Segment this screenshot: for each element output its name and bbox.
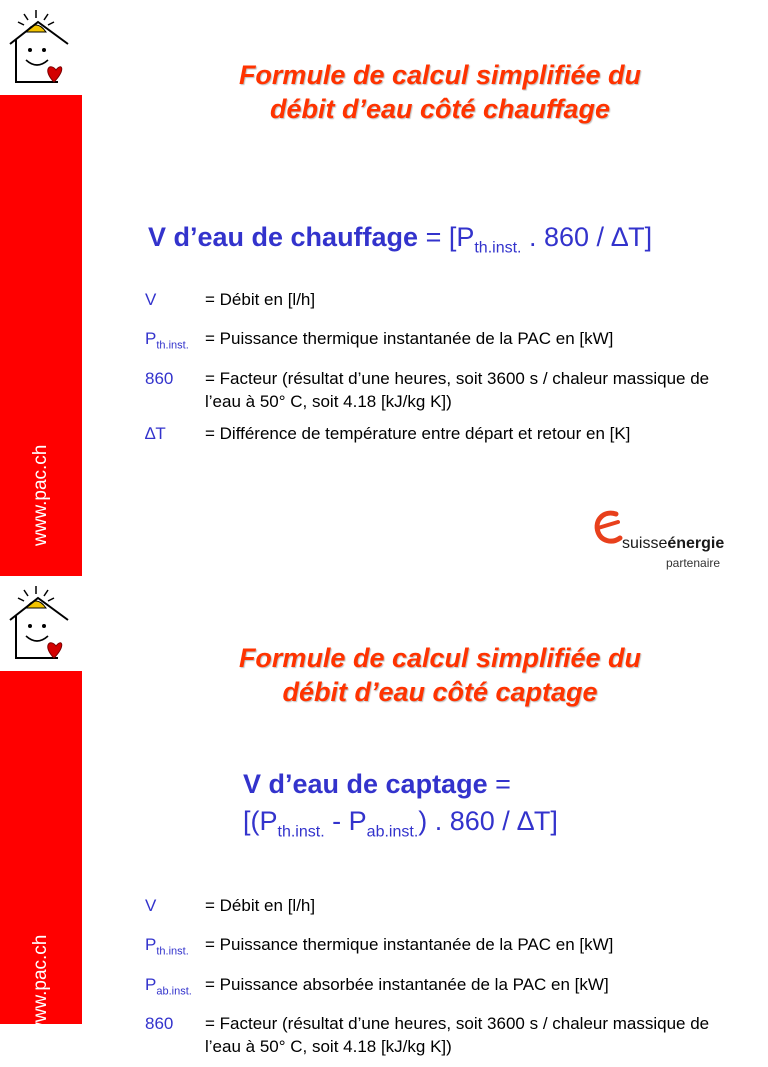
definition-row (145, 327, 745, 357)
def-text: = Débit en [l/h] (205, 896, 316, 915)
formula-captage-line-2 (243, 806, 558, 841)
logo-brand-a: suisse (622, 535, 668, 552)
slide-title (150, 58, 730, 126)
def-text: = Puissance absorbée instantanée de la PAC en [kW] (205, 974, 609, 994)
definition-row (145, 288, 745, 318)
definition-row (145, 933, 745, 963)
def-symbol: V (145, 896, 157, 915)
formula-rest: ) . 860 / ∆T] (418, 806, 558, 836)
def-symbol: P (145, 935, 157, 955)
website-url: www.pac.ch (30, 444, 51, 546)
logo-brand-b: énergie (667, 535, 725, 552)
def-symbol: 860 (145, 1014, 174, 1034)
def-symbol-sub: ab.inst. (156, 985, 192, 998)
definition-row (145, 422, 745, 452)
def-text: = Différence de température entre départ et retour en [K] (205, 423, 631, 443)
title-line-1: Formule de calcul simplifiée du (238, 643, 642, 673)
definitions-list (145, 288, 745, 461)
logo-sub: partenaire (666, 556, 721, 570)
def-symbol: P (145, 329, 157, 349)
formula-mid: - P (324, 806, 367, 836)
pac-house-logo-icon (6, 584, 76, 664)
formula-captage-line-1 (243, 769, 511, 800)
formula-p1: [(P (243, 806, 278, 836)
formula-chauffage (148, 222, 652, 257)
def-symbol-sub: th.inst. (156, 339, 189, 352)
slide-captage (0, 576, 768, 1057)
formula-rest: . 860 / ∆T] (521, 222, 653, 252)
def-text: = Débit en [l/h] (205, 290, 316, 309)
definition-row (145, 1012, 745, 1058)
def-text: = Facteur (résultat d’une heures, soit 3600 s / chaleur massique de l’eau à 50° C, soit 4.18 [kJ/kg K]) (205, 368, 710, 411)
def-symbol: 860 (145, 368, 174, 388)
def-text: = Facteur (résultat d’une heures, soit 3600 s / chaleur massique de l’eau à 50° C, soit 4.18 [kJ/kg K]) (205, 1014, 710, 1057)
suisse-energie-e-icon (592, 508, 624, 548)
website-url: www.pac.ch (30, 934, 51, 1036)
title-line-2: débit d’eau côté captage (282, 677, 598, 707)
def-symbol: P (145, 974, 157, 994)
suisse-energie-logo (590, 508, 740, 568)
formula-sub-ab: ab.inst. (366, 823, 419, 841)
slide-title (150, 641, 730, 709)
title-line-2: débit d’eau côté chauffage (269, 94, 611, 124)
definition-row (145, 367, 745, 413)
def-symbol: ∆T (145, 423, 166, 443)
def-text: = Puissance thermique instantanée de la PAC en [kW] (205, 329, 614, 349)
formula-lhs: V d’eau de chauffage (148, 222, 419, 252)
title-line-1: Formule de calcul simplifiée du (238, 60, 642, 90)
definitions-list (145, 894, 745, 1067)
pac-house-logo-icon (6, 8, 76, 88)
def-symbol-sub: th.inst. (156, 945, 189, 958)
def-text: = Puissance thermique instantanée de la PAC en [kW] (205, 935, 614, 955)
formula-sub-th: th.inst. (474, 239, 522, 257)
definition-row (145, 973, 745, 1003)
definition-row (145, 894, 745, 924)
formula-sub-th: th.inst. (277, 823, 325, 841)
formula-eq: = (487, 769, 511, 799)
formula-eq: = [P (418, 222, 475, 252)
formula-lhs: V d’eau de captage (243, 769, 488, 799)
def-symbol: V (145, 290, 157, 309)
